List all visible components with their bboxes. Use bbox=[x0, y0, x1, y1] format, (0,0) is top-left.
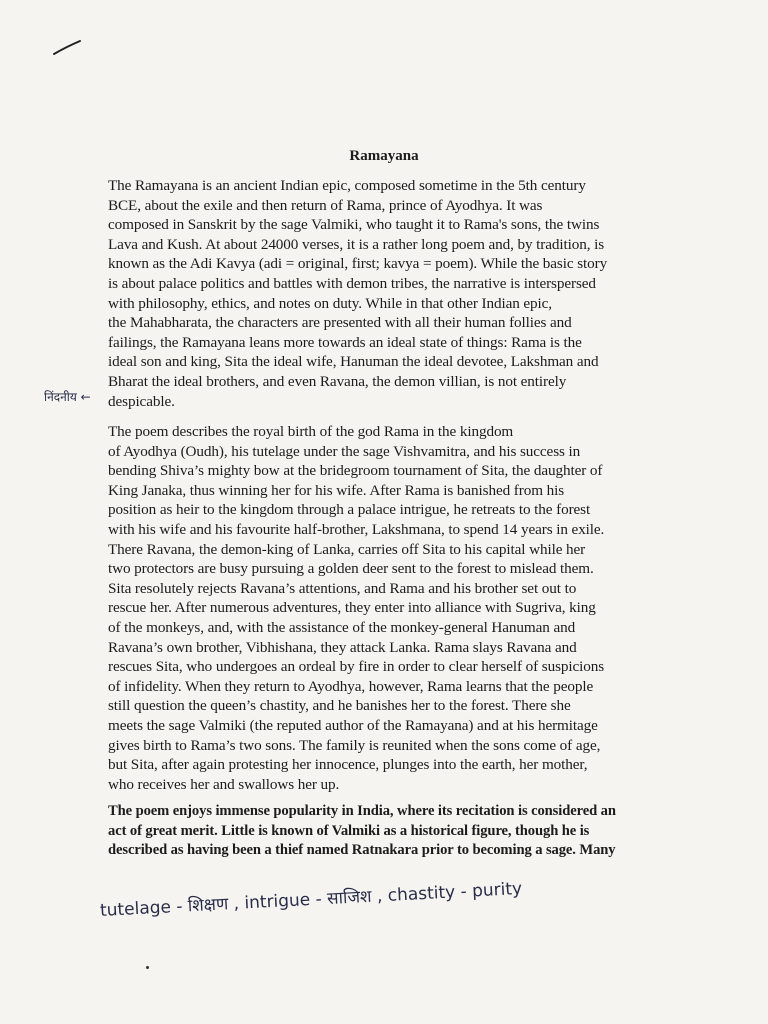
margin-handwritten-note: निंदनीय ← bbox=[44, 390, 91, 404]
text-line: failings, the Ramayana leans more towards an ideal state of things: Rama is the bbox=[108, 333, 582, 351]
text-line: bending Shiva’s mighty bow at the bridegroom tournament of Sita, the daughter of bbox=[108, 462, 603, 480]
text-line: the Mahabharata, the characters are presented with all their human follies and bbox=[108, 314, 572, 332]
document-title: Ramayana bbox=[349, 148, 419, 164]
text-line: despicable. bbox=[108, 392, 175, 410]
text-line: described as having been a thief named Ratnakara prior to becoming a sage. Many bbox=[108, 842, 616, 859]
handwritten-vocabulary-notes: tutelage - शिक्षण , intrigue - साजिश , chastity - purity bbox=[99, 878, 523, 921]
text-line: position as heir to the kingdom through a palace intrigue, he retreats to the forest bbox=[108, 501, 591, 519]
text-line: of Ayodhya (Oudh), his tutelage under the sage Vishvamitra, and his success in bbox=[108, 442, 581, 460]
paragraph-2 bbox=[108, 422, 668, 794]
ink-dot bbox=[146, 966, 149, 969]
paragraph-3 bbox=[108, 802, 668, 861]
text-line: Lava and Kush. At about 24000 verses, it is a rather long poem and, by tradition, is bbox=[108, 235, 605, 253]
text-line: with philosophy, ethics, and notes on duty. While in that other Indian epic, bbox=[108, 294, 553, 312]
paragraph-1 bbox=[108, 176, 668, 411]
text-line: who receives her and swallows her up. bbox=[108, 775, 340, 793]
text-line: but Sita, after again protesting her innocence, plunges into the earth, her mother, bbox=[108, 756, 588, 774]
text-line: rescues Sita, who undergoes an ordeal by fire in order to clear herself of suspicions bbox=[108, 658, 605, 676]
text-line: The poem enjoys immense popularity in India, where its recitation is considered an bbox=[108, 803, 616, 819]
text-line: Ravana’s own brother, Vibhishana, they attack Lanka. Rama slays Ravana and bbox=[108, 638, 577, 656]
pen-stroke-mark bbox=[52, 38, 84, 58]
text-line: BCE, about the exile and then return of Rama, prince of Ayodhya. It was bbox=[108, 196, 543, 214]
text-line: of infidelity. When they return to Ayodhya, however, Rama learns that the people bbox=[108, 677, 594, 695]
text-line: meets the sage Valmiki (the reputed author of the Ramayana) and at his hermitage bbox=[108, 716, 598, 734]
text-line: composed in Sanskrit by the sage Valmiki, who taught it to Rama's sons, the twins bbox=[108, 216, 600, 234]
text-line: The Ramayana is an ancient Indian epic, composed sometime in the 5th century bbox=[108, 177, 586, 194]
text-line: of the monkeys, and, with the assistance of the monkey-general Hanuman and bbox=[108, 618, 576, 636]
text-line: There Ravana, the demon-king of Lanka, carries off Sita to his capital while her bbox=[108, 540, 586, 558]
text-line: still question the queen’s chastity, and he banishes her to the forest. There she bbox=[108, 697, 571, 715]
text-line: King Janaka, thus winning her for his wife. After Rama is banished from his bbox=[108, 481, 565, 499]
text-line: with his wife and his favourite half-brother, Lakshmana, to spend 14 years in exile. bbox=[108, 520, 605, 538]
text-line: two protectors are busy pursuing a golden deer sent to the forest to mislead them. bbox=[108, 560, 594, 578]
text-line: rescue her. After numerous adventures, they enter into alliance with Sugriva, king bbox=[108, 599, 596, 617]
text-line: is about palace politics and battles with demon tribes, the narrative is interspersed bbox=[108, 274, 596, 292]
text-line: known as the Adi Kavya (adi = original, first; kavya = poem). While the basic story bbox=[108, 255, 608, 273]
text-line: Sita resolutely rejects Ravana’s attentions, and Rama and his brother set out to bbox=[108, 579, 577, 597]
text-line: Bharat the ideal brothers, and even Ravana, the demon villian, is not entirely bbox=[108, 372, 567, 390]
text-line: act of great merit. Little is known of Valmiki as a historical figure, though he is bbox=[108, 822, 590, 839]
text-line: gives birth to Rama’s two sons. The family is reunited when the sons come of age, bbox=[108, 736, 601, 754]
text-line: ideal son and king, Sita the ideal wife, Hanuman the ideal devotee, Lakshman and bbox=[108, 353, 599, 371]
text-line: The poem describes the royal birth of the god Rama in the kingdom bbox=[108, 423, 514, 440]
